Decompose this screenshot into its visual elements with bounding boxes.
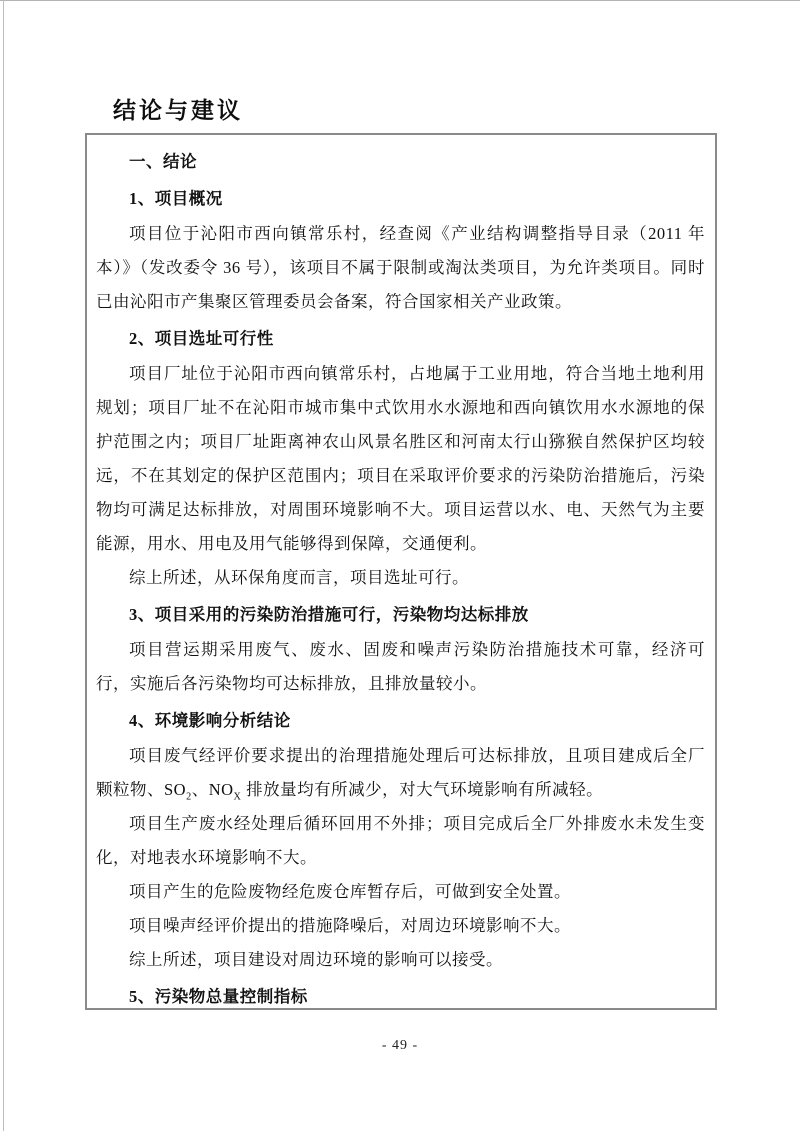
air-impact-text-1: 项目废气经评价要求提出的治理措施处理后可达标排放，且项目建成后全厂颗粒物、SO [96,746,705,799]
page-number: - 49 - [381,1038,419,1053]
heading-total-control: 5、污染物总量控制指标 [129,987,308,1006]
heading-impact-analysis: 4、环境影响分析结论 [129,711,291,730]
paragraph-solid-waste: 项目产生的危险废物经危废仓库暂存后，可做到安全处置。 [129,882,571,901]
air-impact-text-3: 排放量均有所减少，对大气环境影响有所减轻。 [241,780,604,799]
paragraph-noise-impact: 项目噪声经评价提出的措施降噪后，对周边环境影响不大。 [129,916,571,935]
air-impact-text-2: 、NO [191,780,234,799]
paragraph-water-impact: 项目生产废水经处理后循环回用不外排；项目完成后全厂外排废水未发生变化，对地表水环境影响不大。 [96,814,705,867]
heading-pollution-measures: 3、项目采用的污染防治措施可行，污染物均达标排放 [129,605,529,624]
heading-project-overview: 1、项目概况 [129,189,223,208]
page-edge-left-line [3,0,4,1131]
page-edge-top-line [0,0,800,1]
heading-conclusion: 一、结论 [129,152,197,171]
paragraph-pollution-measures: 项目营运期采用废气、废水、固废和噪声污染防治措施技术可靠，经济可行，实施后各污染物均可达标排放，且排放量较小。 [96,640,705,693]
paragraph-project-overview: 项目位于沁阳市西向镇常乐村，经查阅《产业结构调整指导目录（2011 年本）》（发改委令 36 号），该项目不属于限制或淘汰类项目，为允许类项目。同时已由沁阳市产集聚区管理委员会备案，符合国家相关产业政策。 [96,224,705,311]
paragraph-impact-summary: 综上所述，项目建设对周边环境的影响可以接受。 [129,950,503,969]
so2-subscript: 2 [186,791,192,803]
paragraph-air-impact [96,739,705,807]
nox-subscript: X [233,791,242,803]
paragraph-site-feasibility: 项目厂址位于沁阳市西向镇常乐村，占地属于工业用地，符合当地土地利用规划；项目厂址不在沁阳市城市集中式饮用水水源地和西向镇饮用水水源地的保护范围之内；项目厂址距离神农山风景名胜区和河南太行山猕猴自然保护区均较远，不在其划定的保护区范围内；项目在采取评价要求的污染防治措施后，污染物均可满足达标排放，对周围环境影响不大。项目运营以水、电、天然气为主要能源，用水、用电及用气能够得到保障，交通便利。 [96,364,705,553]
paragraph-site-summary: 综上所述，从环保角度而言，项目选址可行。 [129,568,469,587]
conclusion-content-box [85,133,717,1010]
heading-site-feasibility: 2、项目选址可行性 [129,329,274,348]
page-title: 结论与建议 [113,98,243,124]
